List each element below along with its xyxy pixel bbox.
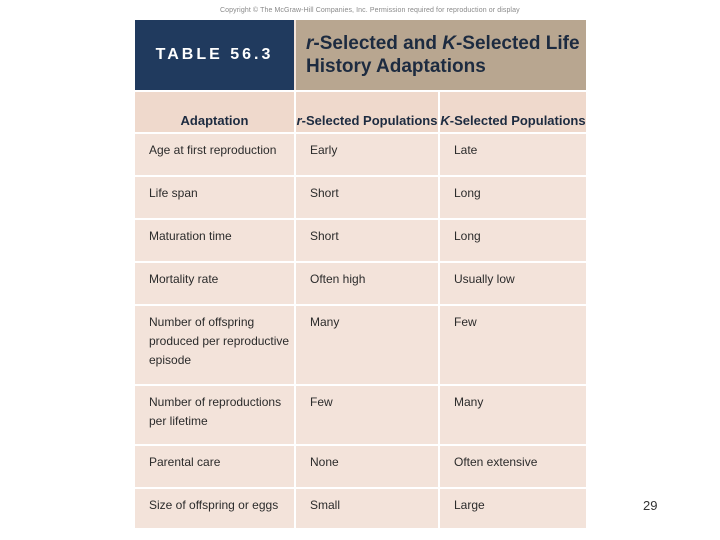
cell-adaptation: Number of offspring produced per reproductive episode <box>149 315 290 367</box>
table-row <box>135 132 586 175</box>
cell-k-selected: Long <box>454 186 481 200</box>
column-divider <box>438 90 440 528</box>
column-divider <box>294 90 296 528</box>
header-r-text: -Selected Populations <box>301 113 438 128</box>
cell-k-selected: Few <box>454 315 477 329</box>
header-r-selected <box>296 92 438 134</box>
table-row <box>135 261 586 304</box>
table-row <box>135 487 586 530</box>
table-title <box>296 20 586 90</box>
cell-r-selected: Short <box>310 186 339 200</box>
table-row <box>135 175 586 218</box>
cell-k-selected: Often extensive <box>454 455 538 469</box>
cell-r-selected: Short <box>310 229 339 243</box>
life-history-table <box>135 20 586 528</box>
table-header-row <box>135 90 586 134</box>
title-k-italic: K <box>442 33 456 54</box>
cell-adaptation: Number of reproductions per lifetime <box>149 395 282 428</box>
title-r-italic: r <box>306 33 314 54</box>
table-row <box>135 384 586 446</box>
cell-adaptation: Age at first reproduction <box>149 143 277 157</box>
table-label: TABLE 56.3 <box>135 20 294 90</box>
cell-k-selected: Usually low <box>454 272 515 286</box>
cell-adaptation: Parental care <box>149 455 221 469</box>
cell-adaptation: Life span <box>149 186 198 200</box>
header-k-text: -Selected Populations <box>449 113 586 128</box>
header-k-italic: K <box>440 113 450 128</box>
cell-k-selected: Large <box>454 498 485 512</box>
cell-adaptation: Size of offspring or eggs <box>149 498 279 512</box>
copyright-notice: Copyright © The McGraw-Hill Companies, Inc. Permission required for reproduction or display <box>220 7 520 14</box>
cell-adaptation: Mortality rate <box>149 272 219 286</box>
header-r-italic: r <box>296 113 302 128</box>
cell-k-selected: Many <box>454 395 484 409</box>
header-k-selected <box>440 92 586 134</box>
cell-r-selected: Many <box>310 315 340 329</box>
cell-r-selected: Few <box>310 395 333 409</box>
cell-r-selected: None <box>310 455 339 469</box>
title-part1: -Selected and <box>313 33 443 54</box>
table-row <box>135 444 586 487</box>
cell-r-selected: Early <box>310 143 338 157</box>
table-row <box>135 218 586 261</box>
cell-adaptation: Maturation time <box>149 229 232 243</box>
header-adaptation: Adaptation <box>180 113 249 128</box>
table-row <box>135 304 586 386</box>
title-part2: -Selected Life History Adaptations <box>306 33 580 77</box>
cell-k-selected: Long <box>454 229 481 243</box>
table-banner <box>135 20 586 90</box>
page-number: 29 <box>643 498 658 513</box>
cell-k-selected: Late <box>454 143 478 157</box>
cell-r-selected: Small <box>310 498 341 512</box>
cell-r-selected: Often high <box>310 272 366 286</box>
